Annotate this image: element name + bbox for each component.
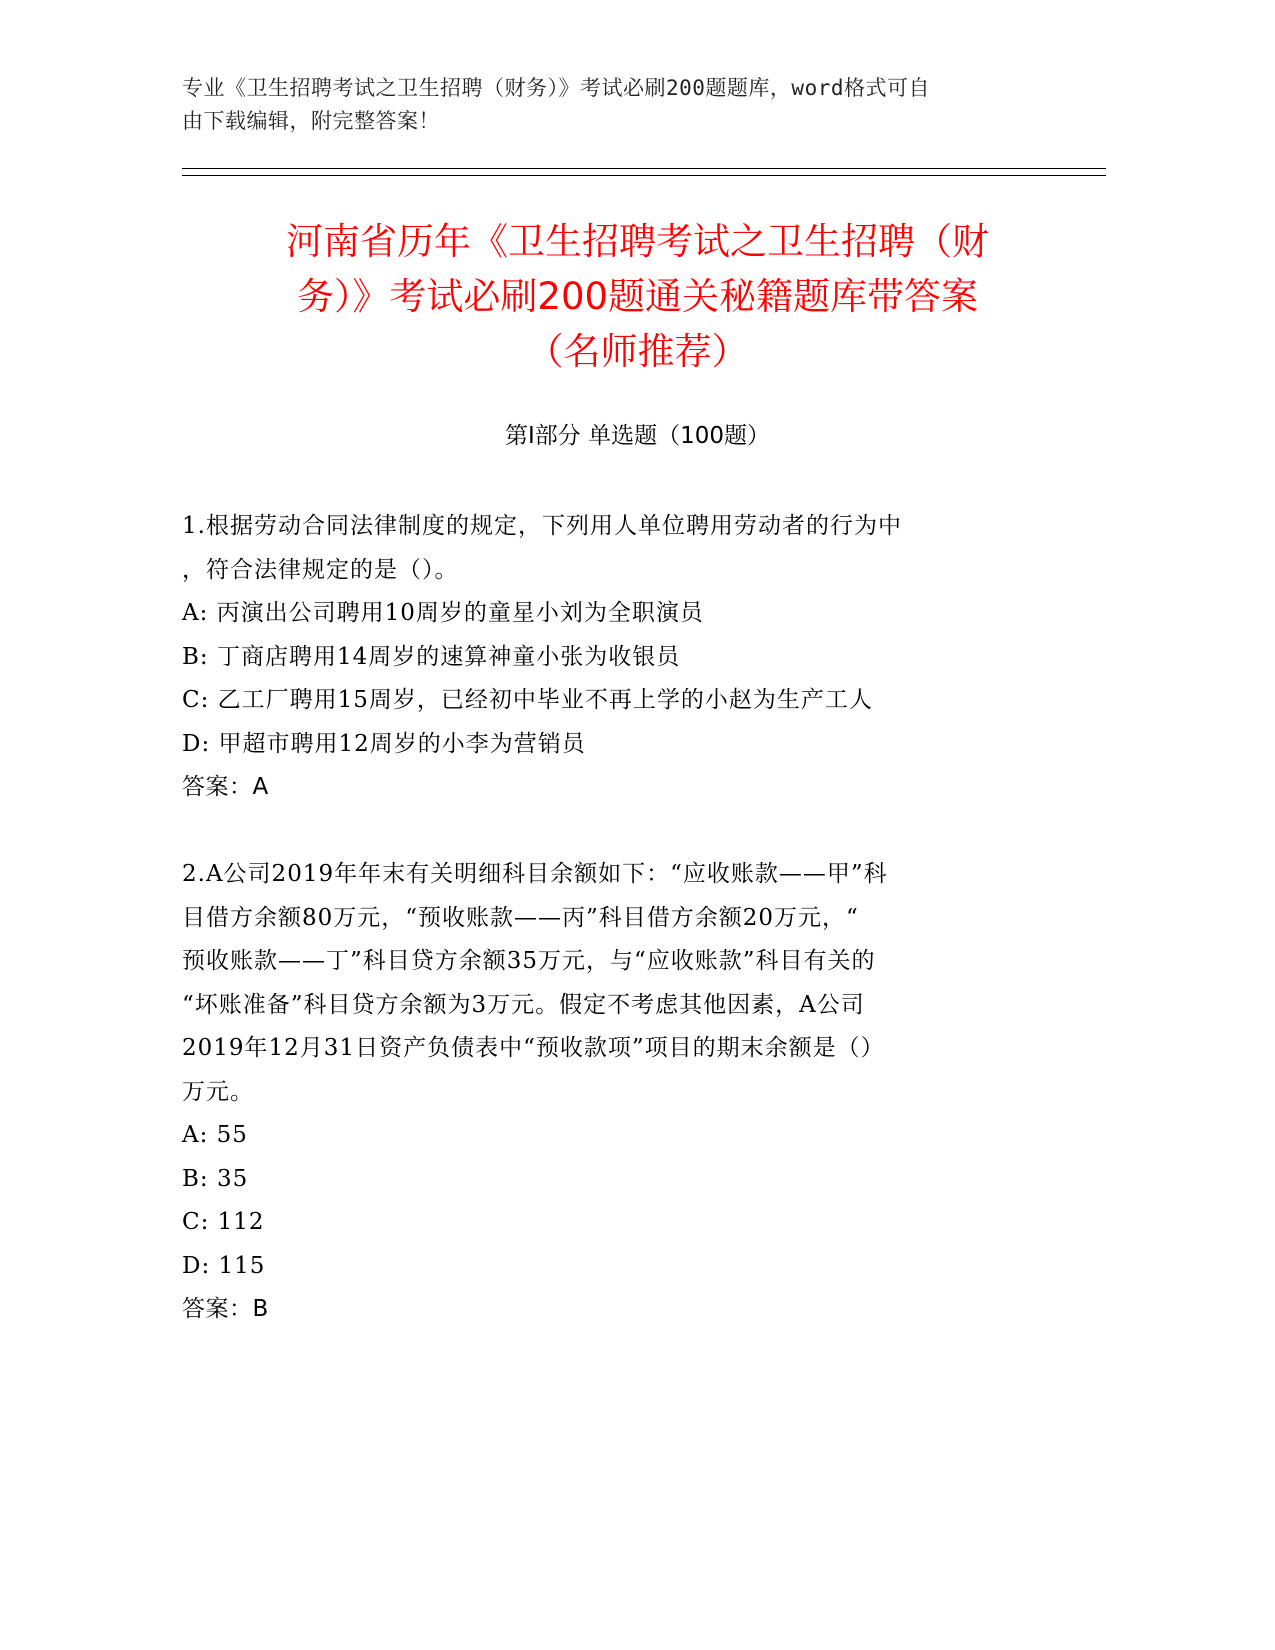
title-line: （名师推荐） <box>526 330 749 373</box>
question-stem: 万元。 <box>182 1078 254 1105</box>
question-stem: “坏账准备”科目贷方余额为3万元。假定不考虑其他因素，A公司 <box>182 991 865 1018</box>
header-divider-bottom <box>182 175 1106 176</box>
option-c: C: 112 <box>182 1209 265 1235</box>
option-d: D: 115 <box>182 1252 266 1279</box>
question-stem: 1.根据劳动合同法律制度的规定，下列用人单位聘用劳动者的行为中 <box>182 513 902 539</box>
header-note-line: 由下载编辑，附完整答案！ <box>182 109 440 133</box>
option-c: C: 乙工厂聘用15周岁，已经初中毕业不再上学的小赵为生产工人 <box>182 687 873 713</box>
header-note-line: 专业《卫生招聘考试之卫生招聘（财务）》考试必刷200题题库，word格式可自 <box>182 76 930 100</box>
option-a: A: 丙演出公司聘用10周岁的童星小刘为全职演员 <box>182 600 704 626</box>
question-stem: 2019年12月31日资产负债表中“预收款项”项目的期末余额是（） <box>182 1035 885 1061</box>
question-item <box>182 505 1032 810</box>
option-d: D: 甲超市聘用12周岁的小李为营销员 <box>182 730 586 757</box>
answer-line: 答案：A <box>182 774 269 800</box>
option-b: B: 35 <box>182 1165 249 1192</box>
document-header-note <box>182 72 1032 138</box>
document-title <box>150 214 1125 379</box>
question-stem: 2.A公司2019年年末有关明细科目余额如下：“应收账款——甲”科 <box>182 861 888 887</box>
option-b: B: 丁商店聘用14周岁的速算神童小张为收银员 <box>182 643 681 670</box>
section-heading: 第Ⅰ部分 单选题（100题） <box>505 423 770 449</box>
header-divider-top <box>182 168 1106 169</box>
question-stem: ，符合法律规定的是（）。 <box>182 556 459 583</box>
answer-line: 答案：B <box>182 1296 269 1322</box>
question-stem: 预收账款——丁”科目贷方余额35万元，与“应收账款”科目有关的 <box>182 948 876 974</box>
title-line: 务）》考试必刷200题通关秘籍题库带答案 <box>296 275 979 318</box>
question-stem: 目借方余额80万元，“预收账款——丙”科目借方余额20万元，“ <box>182 904 859 931</box>
question-item <box>182 853 1032 1332</box>
title-line: 河南省历年《卫生招聘考试之卫生招聘（财 <box>286 220 989 263</box>
option-a: A: 55 <box>182 1122 248 1148</box>
